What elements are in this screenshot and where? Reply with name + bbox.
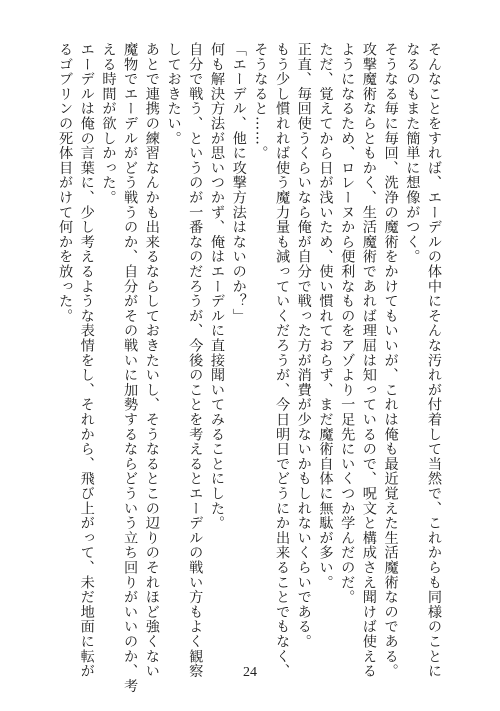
text-line-16: える時間が欲しかった。 [100, 42, 117, 205]
page-number: 24 [243, 665, 257, 680]
text-line-9: そうなると……。 [252, 42, 269, 161]
text-line-1: そんなことをすれば、エーデルの体中にそんな汚れが付着して当然で、これからも同様のことに [426, 42, 442, 679]
text-line-11: 何も解決方法が思いつかず、俺はエーデルに直接聞いてみることにした。 [208, 42, 225, 531]
text-line-12: 自分で戦う、というのが一番なのだろうが、今後のことを考えるとエーデルの戦い方もよく観察 [187, 42, 204, 679]
text-line-13: しておきたい。 [165, 42, 182, 146]
text-line-4: 攻撃魔術ならともかく、生活魔術であれば理屈は知っているので、呪文と構成さえ聞けば使える [360, 42, 377, 679]
text-line-3: そうなる毎に毎回、洗浄の魔術をかけてもいいが、これは俺も最近覚えた生活魔術なのである。 [382, 42, 399, 679]
text-line-6: ただ、覚えてから日が浅いため、使い慣れておらず、まだ魔術自体に無駄が多い。 [317, 42, 334, 590]
text-line-14: あとで連携の練習なんかも出来るならしておきたいし、そうなるとこの辺りのそれほど強くない [143, 42, 160, 679]
text-line-10: 「エーデル、他に攻撃方法はないのか？」 [230, 42, 247, 324]
text-line-5: ようになるため、ロレーヌから便利なものをアゾより一足先にいくつか学んだのだ。 [339, 42, 356, 605]
text-line-7: 正直、毎回使うくらいなら俺が自分で戦った方が消費が少ないかもしれないくらいである。 [295, 42, 312, 649]
text-line-17: エーデルは俺の言葉に、少し考えるような表情をし、それから、飛び上がって、未だ地面に転が [78, 42, 95, 679]
text-line-8: もう少し慣れれば使う魔力量も減っていくだろうが、今日明日でどうにか出来ることでもなく、 [274, 42, 291, 679]
text-line-15: 魔物でエーデルがどう戦うのか、自分がその戦いに加勢するならどういう立ち回りがいいのか、考 [122, 42, 139, 694]
text-line-18: るゴブリンの死体目がけて何かを放った。 [57, 42, 74, 324]
text-line-2: なるのもまた簡単に想像がつく。 [404, 42, 421, 264]
